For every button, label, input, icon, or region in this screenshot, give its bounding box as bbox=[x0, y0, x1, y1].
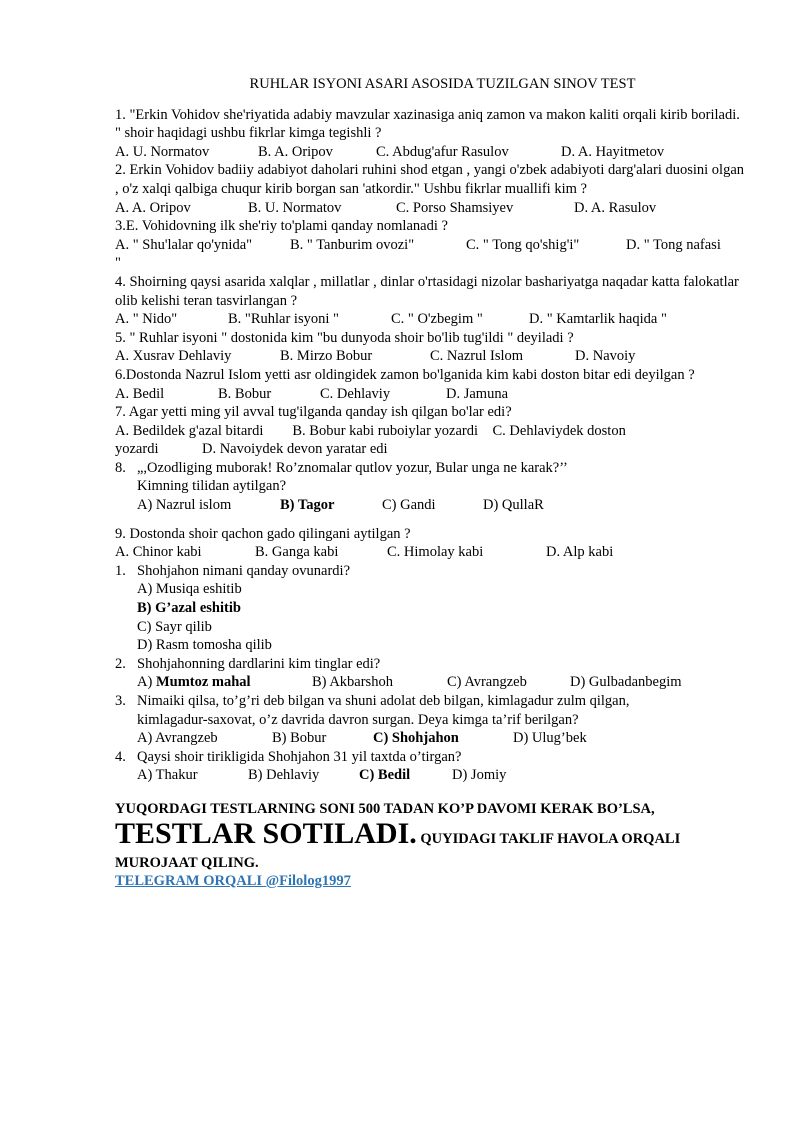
q3-option-d-overflow: " bbox=[115, 255, 121, 272]
subquestion-1-number: 1. bbox=[115, 562, 126, 579]
subquestion-1-body: Shohjahon nimani qanday ovunardi? bbox=[137, 562, 351, 579]
s4-option-d: D) Jomiy bbox=[452, 767, 507, 784]
s2-option-b: B) Akbarshoh bbox=[312, 674, 393, 691]
s3-option-b: B) Bobur bbox=[272, 730, 327, 747]
subquestion-3-number: 3. bbox=[115, 693, 126, 709]
s4-option-a: A) Thakur bbox=[137, 767, 198, 784]
q4-option-a: A. " Nido" bbox=[115, 311, 178, 328]
q9-option-c: C. Himolay kabi bbox=[387, 544, 484, 561]
q8-option-a: A) Nazrul islom bbox=[137, 497, 232, 514]
question-3-options bbox=[115, 236, 745, 255]
q9-option-b: B. Ganga kabi bbox=[255, 544, 339, 561]
q5-option-c: C. Nazrul Islom bbox=[430, 348, 524, 365]
s2-option-d: D) Gulbadanbegim bbox=[570, 674, 682, 691]
subquestion-3-body: Nimaiki qilsa, to’g’ri deb bilgan va shuni adolat deb bilgan, kimlagadur zulm qilgan, bbox=[137, 693, 630, 709]
q9-option-a: A. Chinor kabi bbox=[115, 544, 202, 561]
question-3-text: 3.E. Vohidovning ilk she'riy to'plami qanday nomlanadi ? bbox=[115, 218, 448, 235]
telegram-link[interactable]: TELEGRAM ORQALI @Filolog1997 bbox=[115, 872, 351, 889]
s1-option-a: A) Musiqa eshitib bbox=[137, 581, 242, 598]
q3-option-c: C. " Tong qo'shig'i" bbox=[466, 236, 580, 253]
subquestion-3-text bbox=[115, 692, 745, 711]
q6-option-d: D. Jamuna bbox=[446, 385, 509, 402]
subquestion-1-text bbox=[115, 562, 745, 581]
question-9-options bbox=[115, 543, 745, 562]
question-1-text: 1. "Erkin Vohidov she'riyatida adabiy mavzular xazinasiga aniq zamon va makon kaliti orqali kirib boriladi. " shoir haqidagi ushbu fikrlar kimga tegishli ? bbox=[115, 106, 740, 142]
question-2-text: 2. Erkin Vohidov badiiy adabiyot daholari ruhini shod etgan , yangi o'zbek adabiyoti darg'alari duosini olgan , o'z xalqi qalbiga chuqur kirib borgan san 'atkordir." Ushbu fikrlar muallifi kim ? bbox=[115, 162, 745, 197]
s4-option-b: B) Dehlaviy bbox=[248, 767, 320, 784]
subquestion-3-text-2: kimlagadur-saxovat, o’z davrida davron surgan. Deya kimga ta’rif berilgan? bbox=[137, 711, 579, 728]
subquestion-2-body: Shohjahonning dardlarini kim tinglar edi? bbox=[137, 655, 381, 672]
subquestion-2-number: 2. bbox=[115, 655, 126, 672]
q4-option-b: B. "Ruhlar isyoni " bbox=[228, 311, 339, 328]
question-8-options bbox=[115, 496, 745, 515]
s1-option-b: B) G’azal eshitib bbox=[137, 600, 241, 617]
q6-option-c: C. Dehlaviy bbox=[320, 385, 391, 402]
q1-option-d: D. A. Hayitmetov bbox=[561, 143, 665, 160]
s2-option-a-answer: Mumtoz mahal bbox=[155, 674, 251, 691]
document-title: RUHLAR ISYONI ASARI ASOSIDA TUZILGAN SINOV TEST bbox=[249, 76, 636, 92]
question-7-text: 7. Agar yetti ming yil avval tug'ilganda qanday ish qilgan bo'lar edi? bbox=[115, 404, 512, 421]
question-8-quote: „,Ozodliging muborak! Ro’znomalar qutlov yozur, Bular unga ne karak?’’ bbox=[137, 459, 568, 476]
q1-option-a: A. U. Normatov bbox=[115, 143, 210, 160]
question-9-text: 9. Dostonda shoir qachon gado qilingani aytilgan ? bbox=[115, 525, 411, 542]
q5-option-a: A. Xusrav Dehlaviy bbox=[115, 348, 232, 365]
subquestion-4-number: 4. bbox=[115, 748, 126, 765]
q5-option-d: D. Navoiy bbox=[575, 348, 636, 365]
promo-line-3: MUROJAAT QILING. bbox=[115, 854, 259, 871]
s1-option-c: C) Sayr qilib bbox=[137, 618, 212, 635]
q6-option-b: B. Bobur bbox=[218, 385, 272, 402]
subquestion-4-text bbox=[115, 748, 745, 767]
q3-option-d: D. " Tong nafasi bbox=[626, 236, 721, 253]
q1-option-b: B. A. Oripov bbox=[258, 143, 333, 160]
q3-option-a: A. " Shu'lalar qo'ynida" bbox=[115, 236, 253, 253]
s4-option-c: C) Bedil bbox=[359, 767, 411, 784]
q2-option-b: B. U. Normatov bbox=[248, 199, 342, 216]
test-document bbox=[115, 75, 745, 891]
s1-option-d: D) Rasm tomosha qilib bbox=[137, 637, 272, 654]
q4-option-c: C. " O'zbegim " bbox=[391, 311, 483, 328]
question-7-options-line-2: yozardi D. Navoiydek devon yaratar edi bbox=[115, 441, 388, 458]
question-7-options-line-1: A. Bedildek g'azal bitardi B. Bobur kabi ruboiylar yozardi C. Dehlaviydek doston bbox=[115, 422, 626, 439]
s3-option-d: D) Ulug’bek bbox=[513, 730, 587, 747]
q9-option-d: D. Alp kabi bbox=[546, 544, 614, 561]
s3-option-a: A) Avrangzeb bbox=[137, 730, 218, 747]
question-4-options bbox=[115, 310, 745, 329]
question-4-text: 4. Shoirning qaysi asarida xalqlar , millatlar , dinlar o'rtasidagi nizolar bashariyatga naqadar katta falokatlar olib kelishi teran tasvirlangan ? bbox=[115, 273, 739, 309]
q2-option-c: C. Porso Shamsiyev bbox=[396, 199, 514, 216]
q6-option-a: A. Bedil bbox=[115, 385, 165, 402]
q2-option-d: D. A. Rasulov bbox=[574, 199, 657, 216]
s2-option-a: A) Mumtoz mahal bbox=[137, 674, 251, 691]
promo-line-1: YUQORDAGI TESTLARNING SONI 500 TADAN KO’P DAVOMI KERAK BO’LSA, bbox=[115, 800, 655, 817]
question-8-text bbox=[115, 459, 745, 478]
s3-option-c: C) Shohjahon bbox=[373, 730, 459, 747]
q8-option-c: C) Gandi bbox=[382, 497, 436, 514]
question-8-number: 8. bbox=[115, 459, 126, 476]
promo-line-2 bbox=[115, 816, 745, 854]
promo-small-text: QUYIDAGI TAKLIF HAVOLA ORQALI bbox=[416, 830, 681, 847]
subquestion-4-options bbox=[115, 766, 745, 785]
subquestion-2-options bbox=[115, 673, 745, 692]
s2-option-c: C) Avrangzeb bbox=[447, 674, 527, 691]
question-1-options bbox=[115, 143, 745, 162]
question-5-text: 5. " Ruhlar isyoni " dostonida kim "bu dunyoda shoir bo'lib tug'ildi " deyiladi ? bbox=[115, 329, 574, 346]
question-8-text-2: Kimning tilidan aytilgan? bbox=[137, 478, 287, 495]
q8-option-b: B) Tagor bbox=[280, 497, 335, 514]
subquestion-4-body: Qaysi shoir tirikligida Shohjahon 31 yil taxtda o’tirgan? bbox=[137, 748, 462, 765]
q1-option-c: C. Abdug'afur Rasulov bbox=[376, 143, 509, 160]
q8-option-d: D) QullaR bbox=[483, 497, 544, 514]
question-2-options bbox=[115, 199, 745, 218]
promo-big-text: TESTLAR SOTILADI. bbox=[115, 816, 417, 850]
question-5-options bbox=[115, 347, 745, 366]
q5-option-b: B. Mirzo Bobur bbox=[280, 348, 373, 365]
q2-option-a: A. A. Oripov bbox=[115, 199, 191, 216]
question-6-text: 6.Dostonda Nazrul Islom yetti asr oldingidek zamon bo'lganida kim kabi doston bitar edi deyilgan ? bbox=[115, 366, 695, 383]
subquestion-3-options bbox=[115, 729, 745, 748]
q4-option-d: D. " Kamtarlik haqida " bbox=[529, 311, 667, 328]
question-6-options bbox=[115, 385, 745, 404]
subquestion-2-text bbox=[115, 655, 745, 674]
q3-option-b: B. " Tanburim ovozi" bbox=[290, 236, 415, 253]
